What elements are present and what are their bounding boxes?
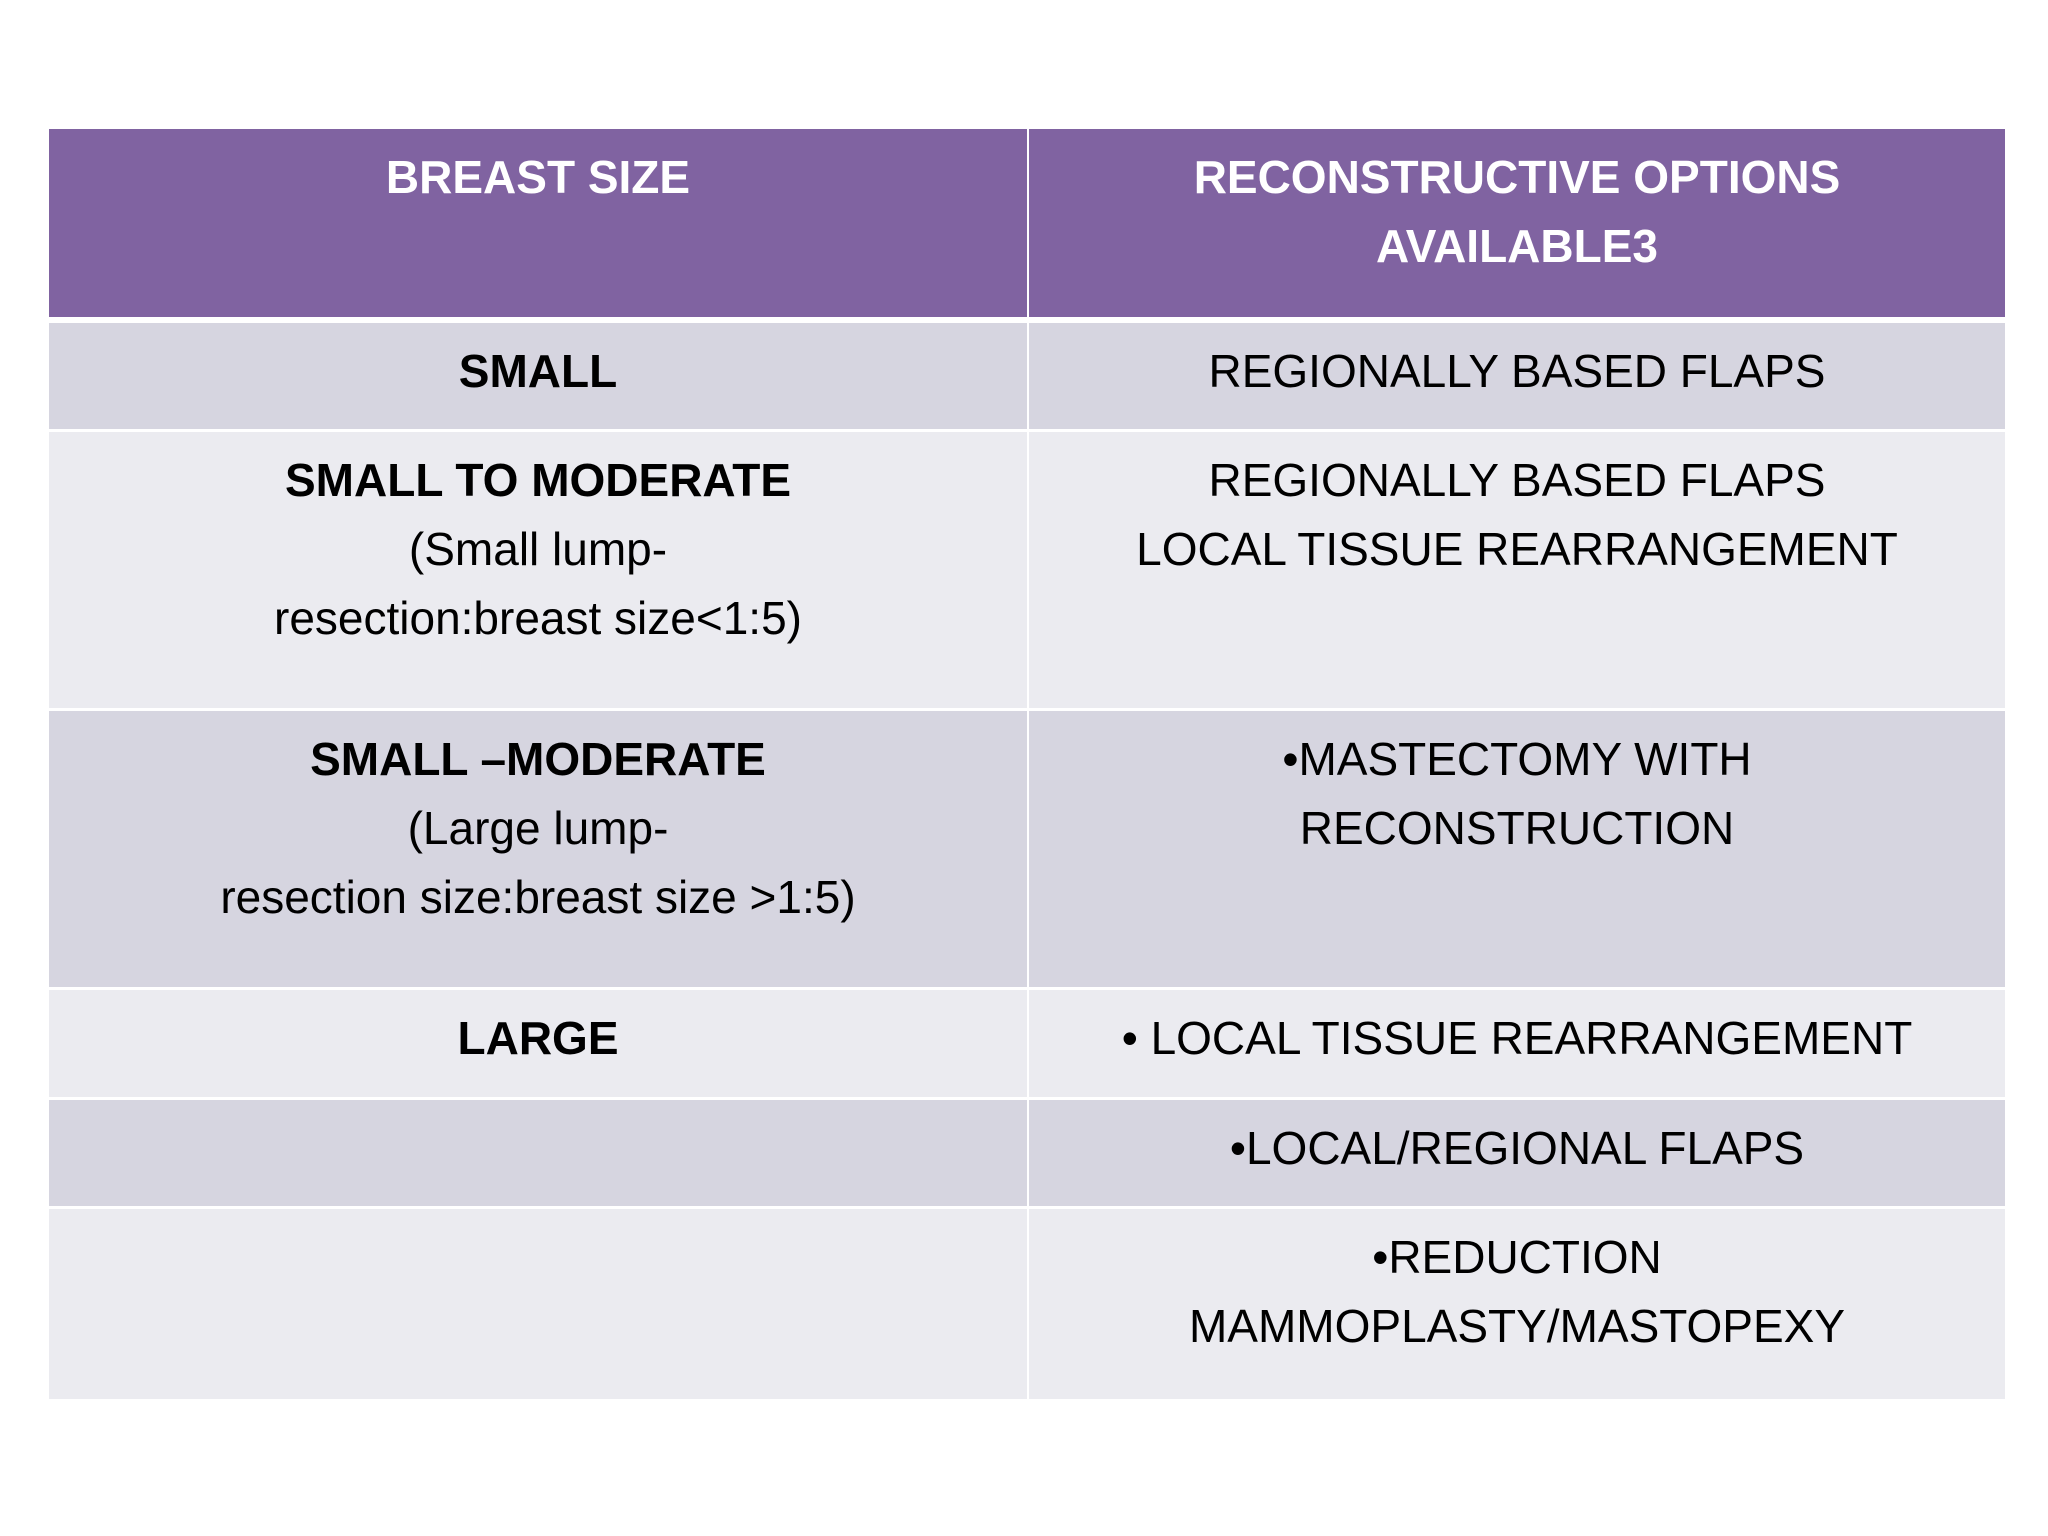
option-line: • LOCAL TISSUE REARRANGEMENT <box>1121 1012 1913 1064</box>
size-title: SMALL TO MODERATE <box>285 454 791 506</box>
option-line: MAMMOPLASTY/MASTOPEXY <box>1188 1300 1846 1352</box>
size-cell <box>49 432 1027 708</box>
size-detail-line: (Large lump- <box>407 802 669 854</box>
table-row <box>49 1209 2005 1399</box>
table-header-row <box>49 129 2005 317</box>
table-row <box>49 432 2005 708</box>
size-detail-line: resection size:breast size >1:5) <box>220 871 856 923</box>
size-cell <box>49 711 1027 987</box>
size-title: SMALL –MODERATE <box>310 733 766 785</box>
table-row <box>49 1100 2005 1206</box>
option-line: •MASTECTOMY WITH <box>1282 733 1752 785</box>
size-cell <box>49 1209 1027 1399</box>
size-cell <box>49 323 1027 429</box>
options-cell <box>1029 323 2005 429</box>
option-line: •LOCAL/REGIONAL FLAPS <box>1229 1122 1805 1174</box>
size-cell <box>49 1100 1027 1206</box>
options-cell <box>1029 1209 2005 1399</box>
header-options-line-2: AVAILABLE3 <box>1376 220 1658 272</box>
size-detail-line: (Small lump- <box>408 523 668 575</box>
size-cell <box>49 990 1027 1097</box>
size-title: LARGE <box>457 1012 619 1064</box>
size-title: SMALL <box>458 345 618 397</box>
table-row <box>49 711 2005 987</box>
header-breast-size <box>49 129 1027 317</box>
size-detail-line: resection:breast size<1:5) <box>274 592 802 644</box>
option-line: RECONSTRUCTION <box>1299 802 1735 854</box>
option-line: REGIONALLY BASED FLAPS <box>1208 454 1826 506</box>
option-line: LOCAL TISSUE REARRANGEMENT <box>1136 523 1898 575</box>
header-reconstructive-options <box>1029 129 2005 317</box>
option-line: •REDUCTION <box>1372 1231 1662 1283</box>
options-cell <box>1029 432 2005 708</box>
option-line: REGIONALLY BASED FLAPS <box>1208 345 1826 397</box>
options-cell <box>1029 711 2005 987</box>
table-row <box>49 990 2005 1097</box>
options-cell <box>1029 1100 2005 1206</box>
header-breast-size-label: BREAST SIZE <box>385 151 691 203</box>
header-options-line-1: RECONSTRUCTIVE OPTIONS <box>1193 151 1841 203</box>
reconstruction-options-table <box>49 129 2005 1399</box>
table-row <box>49 323 2005 429</box>
options-cell <box>1029 990 2005 1097</box>
